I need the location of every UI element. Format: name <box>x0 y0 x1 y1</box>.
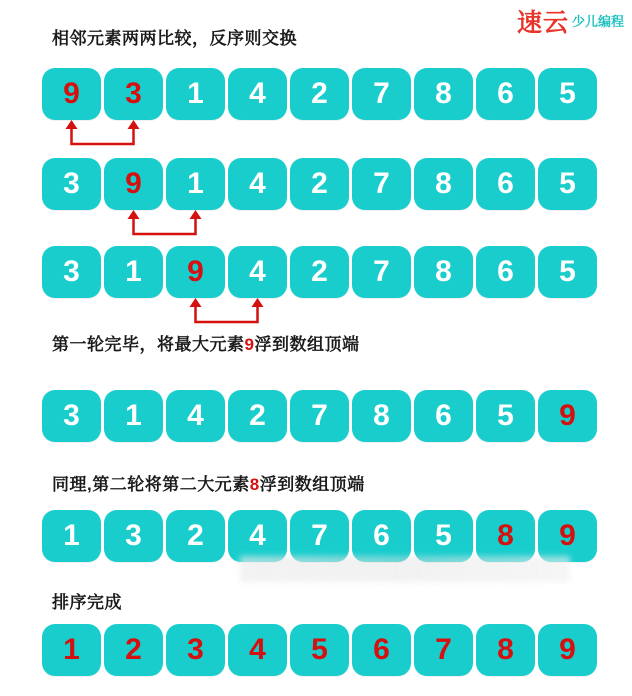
caption-round-two-post: 浮到数组顶端 <box>259 475 365 494</box>
caption-round-one-value: 9 <box>244 335 255 354</box>
array-cell: 9 <box>538 390 597 442</box>
array-cell: 2 <box>228 390 287 442</box>
array-row-4 <box>42 390 597 442</box>
caption-round-two-value: 8 <box>249 475 260 494</box>
array-cell: 1 <box>42 624 101 676</box>
array-row-5 <box>42 510 597 562</box>
array-cell: 1 <box>104 390 163 442</box>
array-cell: 7 <box>352 246 411 298</box>
array-cell: 4 <box>228 510 287 562</box>
array-cell: 8 <box>352 390 411 442</box>
array-cell: 8 <box>414 246 473 298</box>
array-cell: 3 <box>42 246 101 298</box>
array-cell: 2 <box>166 510 225 562</box>
caption-sort-complete: 排序完成 <box>52 593 122 612</box>
caption-round-one <box>52 330 359 355</box>
array-cell: 5 <box>538 158 597 210</box>
array-row-1 <box>42 68 597 120</box>
watermark-main-text: 速云 <box>516 9 569 37</box>
array-cell: 1 <box>42 510 101 562</box>
array-cell: 5 <box>476 390 535 442</box>
array-cell: 3 <box>42 158 101 210</box>
array-cell: 7 <box>290 390 349 442</box>
array-cell: 1 <box>166 68 225 120</box>
swap-arrows-3 <box>42 298 288 330</box>
array-cell: 4 <box>228 68 287 120</box>
blurred-region <box>240 556 570 582</box>
array-cell: 3 <box>104 68 163 120</box>
array-cell: 7 <box>352 68 411 120</box>
caption-round-two-pre: 同理,第二轮将第二大元素 <box>52 475 250 494</box>
array-cell: 7 <box>352 158 411 210</box>
array-cell: 8 <box>476 510 535 562</box>
array-cell: 6 <box>414 390 473 442</box>
array-cell: 8 <box>414 68 473 120</box>
array-cell: 7 <box>290 510 349 562</box>
array-cell: 6 <box>476 246 535 298</box>
array-cell: 7 <box>414 624 473 676</box>
array-cell: 8 <box>476 624 535 676</box>
array-cell: 3 <box>42 390 101 442</box>
array-cell: 5 <box>538 68 597 120</box>
array-cell: 6 <box>352 510 411 562</box>
watermark-logo <box>464 4 624 38</box>
array-cell: 5 <box>290 624 349 676</box>
array-cell: 4 <box>228 246 287 298</box>
watermark-sub-text: 少儿编程 <box>571 13 624 29</box>
array-row-3 <box>42 246 597 298</box>
array-cell: 6 <box>352 624 411 676</box>
caption-compare-swap: 相邻元素两两比较，反序则交换 <box>52 29 297 48</box>
array-cell: 9 <box>538 510 597 562</box>
array-cell: 4 <box>228 624 287 676</box>
array-cell: 3 <box>104 510 163 562</box>
array-cell: 9 <box>166 246 225 298</box>
array-cell: 1 <box>166 158 225 210</box>
array-cell: 6 <box>476 158 535 210</box>
array-cell: 3 <box>166 624 225 676</box>
array-cell: 4 <box>228 158 287 210</box>
array-row-6 <box>42 624 597 676</box>
array-cell: 5 <box>414 510 473 562</box>
array-cell: 2 <box>290 68 349 120</box>
array-cell: 9 <box>538 624 597 676</box>
swap-arrows-2 <box>42 210 226 242</box>
array-cell: 2 <box>290 246 349 298</box>
array-cell: 8 <box>414 158 473 210</box>
array-cell: 9 <box>104 158 163 210</box>
array-cell: 2 <box>104 624 163 676</box>
array-cell: 4 <box>166 390 225 442</box>
array-cell: 6 <box>476 68 535 120</box>
array-cell: 5 <box>538 246 597 298</box>
array-row-2 <box>42 158 597 210</box>
array-cell: 9 <box>42 68 101 120</box>
swap-arrows-1 <box>42 120 164 152</box>
caption-round-two <box>52 470 365 495</box>
caption-round-one-post: 浮到数组顶端 <box>254 335 360 354</box>
caption-round-one-pre: 第一轮完毕，将最大元素 <box>52 335 245 354</box>
array-cell: 1 <box>104 246 163 298</box>
array-cell: 2 <box>290 158 349 210</box>
